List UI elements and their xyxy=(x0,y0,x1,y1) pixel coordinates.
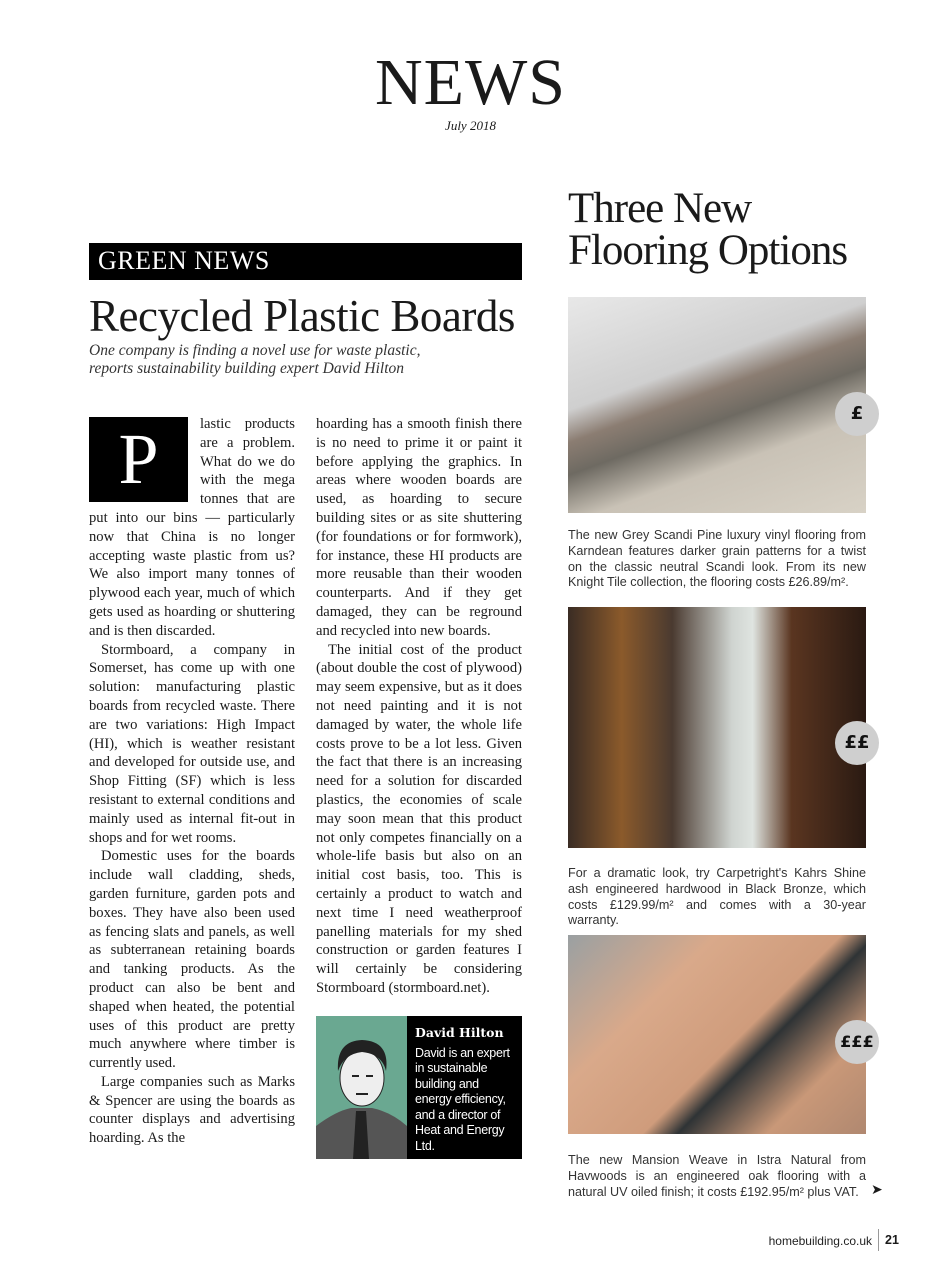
price-badge: ££ xyxy=(835,721,879,765)
flooring-photo-black-bronze xyxy=(568,607,866,848)
author-bio: David is an expert in sustainable building and energy efficiency, and a director of Heat and Energy Ltd. xyxy=(415,1045,510,1153)
footer-website: homebuilding.co.uk xyxy=(768,1234,872,1248)
continue-arrow-icon: ➤ xyxy=(871,1183,883,1198)
masthead-title: NEWS xyxy=(375,46,566,119)
paragraph: The initial cost of the product (about double the cost of plywood) may seem expensive, but as it does not need painting and it is not damaged by water, the whole life costs prove to be a lot less. Given the fact that there is an increasing need for a solution for discarded plastics, the economies of scale may soon mean that this product not only competes financially on a whole-life basis but also on an initial cost basis, too. This is certainly a product to watch and next time I need weatherproof panelling materials for my shed construction or garden features I will certainly be considering Stormboard (stormboard.net). xyxy=(316,641,522,996)
flooring-photo-scandi-pine xyxy=(568,297,866,513)
paragraph: hoarding has a smooth finish there is no need to prime it or paint it before applying the graphics. In areas where wooden boards are used, as hoarding to secure building sites or as site shuttering (for foundations or for formwork), for instance, these HI products are more reusable than their wooden counterparts. And if they get damaged, they can be reground and recycled into new boards. xyxy=(316,416,522,639)
issue-date: July 2018 xyxy=(445,118,496,133)
section-label: GREEN NEWS xyxy=(89,243,522,280)
article-column-1 xyxy=(89,415,295,1148)
author-box xyxy=(316,1016,522,1159)
price-badge: £££ xyxy=(835,1020,879,1064)
article-column-2 xyxy=(316,415,522,1159)
photo-caption: The new Grey Scandi Pine luxury vinyl flooring from Karndean features darker grain patterns for a twist on the classic neutral Scandi look. From its new Knight Tile collection, the flooring costs £26.89/m². xyxy=(568,528,866,590)
paragraph: Large companies such as Marks & Spencer are using the boards as counter displays and advertising hoarding. As the xyxy=(89,1073,295,1147)
article-standfirst: One company is finding a novel use for waste plastic, reports sustainability building expert David Hilton xyxy=(89,342,421,377)
footer-divider xyxy=(878,1229,879,1251)
page-number: 21 xyxy=(885,1233,899,1247)
paragraph: Domestic uses for the boards include wall cladding, sheds, garden furniture, garden pots and boxes. They have also been used as fencing slats and panels, as well as subterranean retaining boards and tanking products. As the product can also be bent and shaped when heated, the potential uses of this product are pretty much anywhere where timber is currently used. xyxy=(89,848,295,1072)
photo-caption: The new Mansion Weave in Istra Natural from Havwoods is an engineered oak flooring with a natural UV oiled finish; it costs £192.95/m² plus VAT. xyxy=(568,1153,866,1199)
photo-caption: For a dramatic look, try Carpetright's Kahrs Shine ash engineered hardwood in Black Bronze, which costs £129.99/m² and comes with a 30-year warranty. xyxy=(568,866,866,928)
drop-cap: P xyxy=(89,417,188,502)
flooring-photo-mansion-weave xyxy=(568,935,866,1134)
paragraph: Stormboard, a company in Somerset, has come up with one solution: manufacturing plastic boards from recycled waste. There are two variations: High Impact (HI), which is weather resistant and developed for outside use, and Shop Fitting (SF) which is less resistant to external conditions and mainly used as internal fit-out in shops and for wet rooms. xyxy=(89,641,295,846)
paragraph: lastic products are a problem. What do we do with the mega tonnes that are put into our bins — particularly now that China is no longer accepting waste plastic from us? We also import many tonnes of plywood each year, much of which gets used as hoarding or shuttering and is then discarded. xyxy=(89,416,295,639)
article-headline: Recycled Plastic Boards xyxy=(89,291,515,341)
price-badge: £ xyxy=(835,392,879,436)
sidebar-title: Three New Flooring Options xyxy=(568,185,848,274)
author-portrait-illustration xyxy=(316,1016,407,1159)
author-name: David Hilton xyxy=(415,1024,504,1040)
